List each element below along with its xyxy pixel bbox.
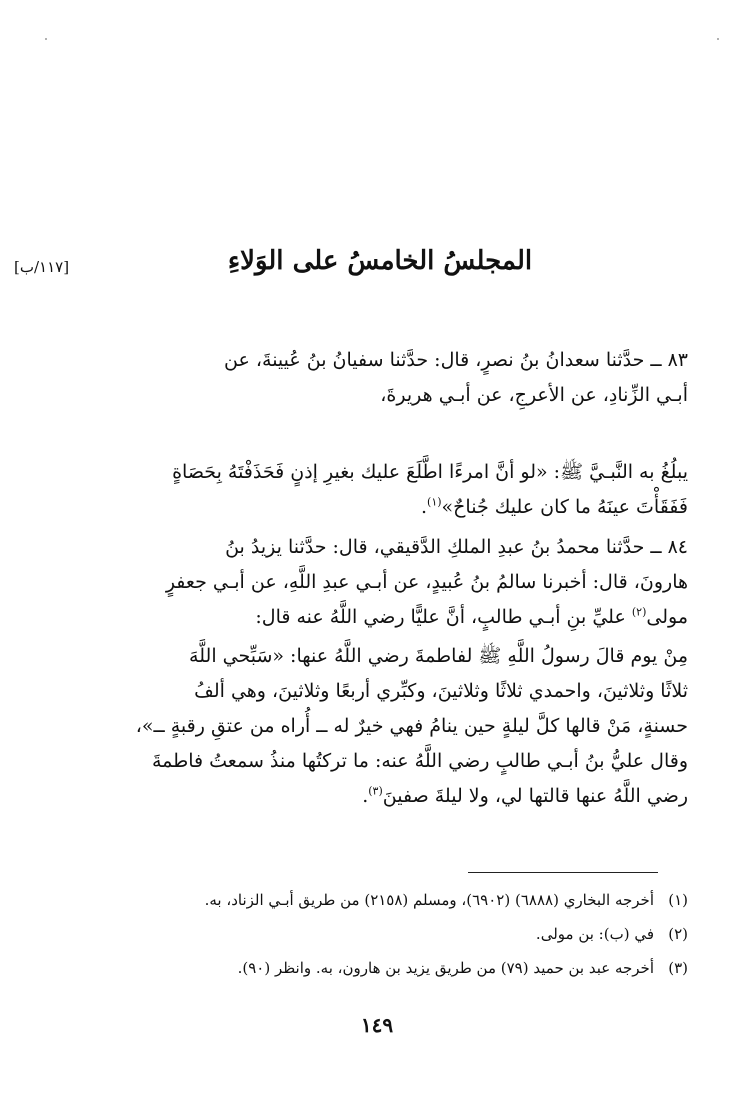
footnote-2 — [68, 917, 688, 951]
footnote-number: (١) — [668, 891, 688, 909]
text-fragment: مولى — [646, 606, 688, 628]
hadith-84-chain — [68, 530, 688, 635]
chapter-title: المجلسُ الخامسُ على الوَلاءِ — [227, 246, 533, 276]
text-line: يبلُغُ به النَّبـيَّ ﷺ: «لو أنَّ امرءًا اطَّلَعَ عليك بغيرِ إذنٍ فَحَذَفْتَهُ بِحَصَاةٍ — [172, 461, 688, 483]
text-line: ثلاثًا وثلاثينَ، واحمدي ثلاثًا وثلاثينَ، وكبِّري أربعًا وثلاثينَ، وهي ألفُ — [194, 680, 688, 702]
manuscript-folio-mark: [١١٧/ب] — [14, 258, 70, 276]
footnote-text: أخرجه البخاري (٦٨٨٨) (٦٩٠٢)، ومسلم (٢١٥٨) من طريق أبـي الزناد، به. — [204, 891, 654, 909]
text-fragment: فَفَقَأْتَ عينَهُ ما كان عليك جُناحٌ» — [441, 496, 688, 518]
hadith-83-chain — [68, 343, 688, 413]
text-line: حسنةٍ، مَنْ قالها كلَّ ليلةٍ حين ينامُ فهي خيرٌ له ــ أُراه من عتقِ رقبةٍ ــ»، — [135, 715, 688, 737]
text-fragment: . — [420, 496, 428, 518]
scan-speck — [45, 38, 47, 40]
footnote-divider — [468, 872, 658, 873]
text-line: ٨٣ ــ حدَّثنا سعدانُ بنُ نصرٍ، قال: حدَّثنا سفيانُ بنُ عُيينةَ، عن — [224, 349, 688, 371]
hadith-83-text — [68, 455, 688, 525]
text-fragment: عليِّ بنِ أبـي طالبٍ، أنَّ عليًّا رضي اللَّهُ عنه قال: — [255, 606, 632, 628]
page-number: ١٤٩ — [360, 1013, 394, 1037]
text-line: مِنْ يوم قالَ رسولُ اللَّهِ ﷺ لفاطمةَ رضي اللَّهُ عنها: «سَبِّحي اللَّهَ — [189, 645, 688, 667]
text-line — [68, 600, 688, 635]
footnote-ref-1[interactable]: (١) — [427, 495, 442, 509]
footnote-ref-3[interactable]: (٣) — [368, 784, 383, 798]
footnote-3 — [68, 951, 688, 985]
text-line — [68, 490, 688, 525]
text-fragment: رضي اللَّهُ عنها قالتها لي، ولا ليلةَ صفينَ — [382, 785, 688, 807]
footnote-text: في (ب): بن مولى. — [535, 925, 654, 943]
scan-speck — [717, 38, 719, 40]
text-line — [68, 779, 688, 814]
footnote-number: (٣) — [668, 959, 688, 977]
footnote-1 — [68, 883, 688, 917]
footnote-number: (٢) — [668, 925, 688, 943]
text-line: أبـي الزِّنادِ، عن الأعرجِ، عن أبـي هريرةَ، — [380, 384, 688, 406]
footnote-ref-2[interactable]: (٢) — [631, 605, 647, 619]
footnotes — [68, 883, 688, 985]
footnote-text: أخرجه عبد بن حميد (٧٩) من طريق يزيد بن هارون، به. وانظر (٩٠). — [237, 959, 654, 977]
text-fragment: . — [362, 785, 369, 807]
text-line: وقال عليُّ بنُ أبـي طالبٍ رضي اللَّهُ عنه: ما تركتُها منذُ سمعتُ فاطمةَ — [151, 750, 688, 772]
text-line: ٨٤ ــ حدَّثنا محمدُ بنُ عبدِ الملكِ الدَّقيقي، قال: حدَّثنا يزيدُ بنُ — [225, 536, 688, 558]
hadith-84-text — [68, 639, 688, 814]
text-line: هارونَ، قال: أخبرنا سالمُ بنُ عُبيدٍ، عن أبـي عبدِ اللَّهِ، عن أبـي جعفرٍ — [165, 571, 688, 593]
